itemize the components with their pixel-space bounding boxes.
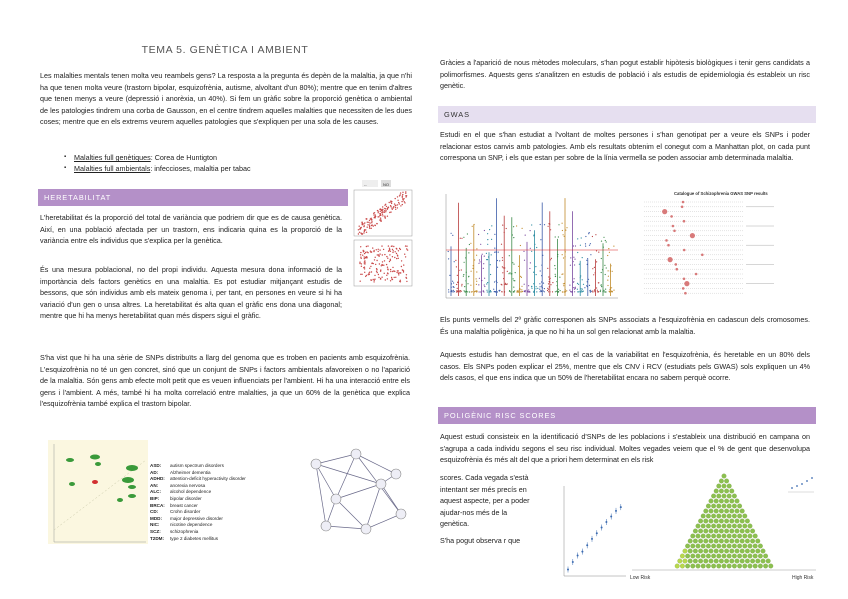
legend-text: attention-deficit hyperactivity disorder [170,476,246,482]
legend-text: Alzheimer dementia [170,469,211,475]
legend-text: type 2 diabetes mellitus [170,535,219,541]
bullet-genetic [64,152,404,163]
scatter-tag-1-label: -- [364,182,367,187]
legend-text: Crohn disorder [170,509,201,515]
risk-inset-plot [786,472,816,496]
section-heading-heretabilitat: HERETABILITAT [38,189,348,206]
legend-text: nicotine dependence [170,522,213,528]
legend-abbr: CD: [150,509,159,515]
legend-text: alcohol dependence [170,489,212,495]
snp-catalogue-forest-plot [624,190,808,302]
legend-item [150,483,270,490]
legend-abbr: T2DM: [150,535,165,541]
low-risk-label: Low Risk [630,575,651,581]
scatter-plot-bottom-frame [354,240,412,286]
legend-abbr: SCZ: [150,528,161,534]
legend-item [150,509,270,516]
bullet-term: Malalties full ambientals [74,164,151,173]
right-intro-paragraph: Gràcies a l'aparició de nous mètodes moleculars, s'han pogut establir hipòtesis biològiques i tenir gens candidats a polimorfismes. Aquests gens s'analitzen en estudis de població i als estudis de epidemiologia és estableix un risc genètic. [440,58,810,91]
manhattan-snp-points [448,198,615,296]
legend-text: breast cancer [170,502,198,508]
gwas-p3: Aquests estudis han demostrat que, en el cas de la variabilitat en l'esquizofrènia, és heretable en un 80% dels casos. Els SNPs poden explicar el 25%, mentre que els CNV i RCV (estudiats pels GWAS) sols expliquen un 4% dels casos, el que ens indica que un 50% de l'heretabilitat encara no sabem perquè ocorre. [440,350,810,383]
legend-item [150,529,270,536]
forest-plot-title: Catalogue of Schizophrenia GWAS SNP results [674,191,768,196]
prs-p2: scores. Cada vegada s'està intentant ser més precís en aquest aspecte, per a poder ajudar-nos més de la genètica. [440,473,530,529]
legend-text: schizophrenia [170,528,199,534]
bullet-list [64,152,404,174]
disorder-network-diagram [296,444,412,538]
heretabilitat-p1: L'heretabilitat és la proporció del total de variància que podriem dir que es de causa genètica. Així, en una població afectada per un trastorn, ens indicaria quina es la proporció de la variància entre els individus que s'explica per la genètica. [40,213,342,246]
genetic-correlation-bubble-chart [40,440,150,552]
risk-scatter-points [567,504,622,572]
heretabilitat-p2: És una mesura poblacional, no del propi individu. Aquesta mesura dona informació de la importància dels factors genètics en una malaltia. Es pot estudiar mitjançant estudis de bessons, que són individus amb els mateix genoma i, per tant, en persones en veure si hi ha variació d'un gen o unsa altres. La heretabilitat és alta quan el gràfic ens dona una diagonal; mentre que hi ha menys heretabilitat quan més dispers sigui el gràfic. [40,265,342,321]
high-risk-label: High Risk [792,575,814,581]
risk-score-scatter-plot [560,482,628,584]
heretabilitat-p3: S'ha vist que hi ha una sèrie de SNPs distribuïts a llarg del genoma que es troben en pacients amb esquizofrènia. L'esquizofrènia no té un gen concret, sinó que un conjunt de SNPs i factors ambientals afavoreixen o no l'aparició de la malaltia. Són gens amb efecte molt petit que es veuen influenciats per l'ambient. Hi ha una interacció entre els gens i l'ambient. A més, també hi ha molta correlació entre malalties, ja que un 60% de la genètica que explica l'esquizofrènia també explica el trastorn bipolar. [40,353,410,409]
legend-abbr: NIC: [150,522,160,528]
twin-scatter-figure [346,180,416,292]
bell-curve-dots [675,474,773,569]
legend-item [150,489,270,496]
gwas-p1: Estudi en el que s'han estudiat a l'voltant de moltes persones i s'han genotipat per a veure els SNPs i poder relacionar estos canvis amb patologies. Amb els resultats obtenim el conegut com a Manhattan plot, on cada punt correspona un SNP, i els que estan per sobre de la línia vermella se poden associar amb determinada malaltia. [440,130,810,163]
forest-plot-rows [644,201,774,295]
legend-abbr: ALC: [150,489,161,495]
legend-text: bipolar disorder [170,495,202,501]
legend-abbr: AD: [150,469,159,475]
intro-paragraph: Les malalties mentals tenen molta veu reambels gens? La resposta a la pregunta és depèn de la malaltia, ja que n'hi ha que tenen molta veure (trastorn bipolar, esquizofrènia, autisme, alvoltant d'un 80%); mentre que en tenim d'altres que tenen menys a veure (depressió i anorèxia, un 40%). Si fem un gràfic sobre la proporció genètica o ambiental de les patologies tindrem una corba de Gausson, en el centre tindrem aquelles malalties que necessiten de les dues coses; mentre que en els extrems veurem aquelles patologies que s'expliquen per una sola de les causes. [40,71,412,127]
legend-item [150,522,270,529]
legend-abbr: ADHD: [150,476,165,482]
bullet-term: Malalties full genètiques [74,153,151,162]
section-heading-polygenic-risk-scores: POLIGÈNIC RISC SCORES [438,407,816,424]
page-title: TEMA 5. GENÈTICA I AMBIENT [141,44,309,56]
bullet-environmental [64,163,404,174]
prs-p3: S'ha pogut observa r que [440,536,521,545]
legend-item [150,476,270,483]
legend-item [150,503,270,510]
legend-text: anorexia nervosa [170,482,206,488]
legend-text: autism spectrum disorders [170,463,224,468]
manhattan-plot [440,190,620,302]
legend-item [150,536,270,543]
legend-item [150,470,270,477]
legend-text: major depressive disorder [170,515,223,521]
gwas-p2: Els punts vermells del 2º gràfic corresponen als SNPs associats a l'esquizofrènia en cadascun dels cromosomes. És una malaltia poligènica, ja que no hi ha un sol gen relacionat amb la malaltia. [440,315,810,336]
prs-p1: Aquest estudi consisteix en la identificació d'SNPs de les poblacions i s'estableix una distribució en campana on s'agrupa a cada individu segons el seu risc individual. Moltes vegades veiem que el % de gent que desenvolupa esquizofrènia és més alt del que a priori hem determinat en els risk [440,432,810,465]
scatter-points-top [358,191,408,234]
disorder-legend [150,463,270,542]
legend-abbr: BIP: [150,495,160,501]
scatter-plot-top-frame [354,190,412,236]
legend-abbr: BRCA: [150,502,165,508]
legend-abbr: AN: [150,482,159,488]
section-heading-gwas: GWAS [438,106,816,123]
bullet-text: : infeccioses, malaltia per tabac [150,164,251,173]
scatter-points-bottom [359,245,408,282]
legend-abbr: MDD: [150,515,162,521]
legend-item [150,496,270,503]
legend-item [150,516,270,523]
bullet-text: : Corea de Huntigton [150,153,218,162]
scatter-tag-2-label: NO [383,182,389,187]
network-edges [316,454,401,529]
legend-abbr: ASD: [150,463,162,468]
legend-item [150,463,270,470]
